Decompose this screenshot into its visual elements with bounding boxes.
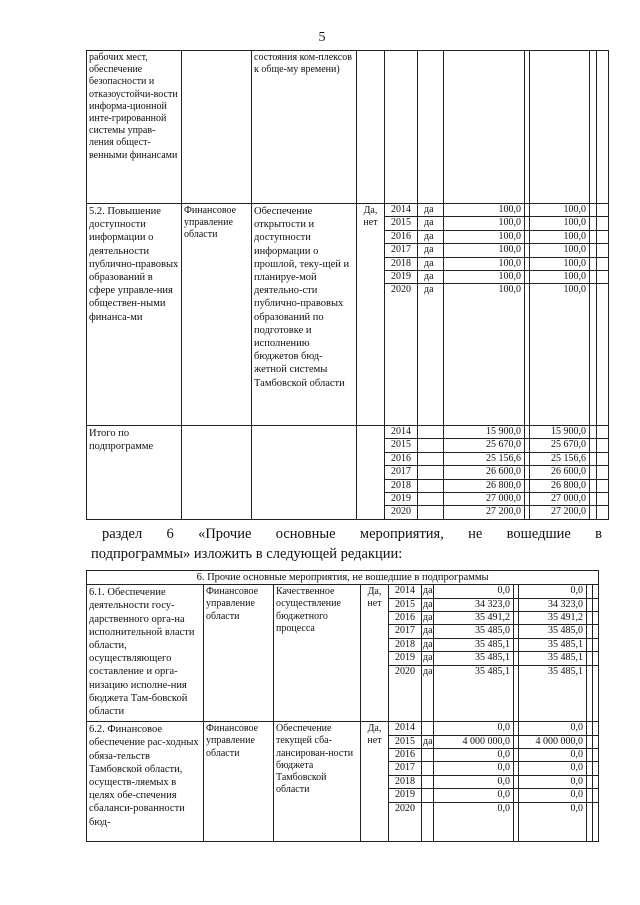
flag-column: да да да да да да да: [418, 204, 444, 426]
value-column: 0,0 4 000 000,0 0,0 0,0 0,0 0,0 0,0: [434, 722, 514, 842]
table-subprogram-5: [86, 50, 609, 520]
measure-name-cell: 5.2. Повышение доступности информации о деятельности публично-правовых образований в сфере управле-ния обществен-ными финанса-ми: [87, 204, 182, 426]
total-label-cell: Итого по подпрограмме: [87, 426, 182, 520]
flag-column: да: [422, 722, 434, 842]
executor-cell: Финансовое управление области: [204, 585, 274, 722]
total-column: 15 900,0 25 670,0 25 156,6 26 600,0 26 800,0 27 000,0 27 200,0: [530, 426, 590, 520]
total-column: 100,0 100,0 100,0 100,0 100,0 100,0 100,0: [530, 204, 590, 426]
year-column: 2014 2015 2016 2017 2018 2019 2020: [389, 722, 422, 842]
measure-name-cell: рабочих мест, обеспечение безопасности и отказоустойчи-вости информа-ционной инте-грированной системы управ-ления общест-венными финансами: [87, 51, 182, 204]
table-caption-row: [87, 571, 599, 585]
result-cell: Качественное осуществление бюджетного процесса: [274, 585, 361, 722]
indicator-cell: Да, нет: [361, 585, 389, 722]
year-column: 2014 2015 2016 2017 2018 2019 2020: [385, 204, 418, 426]
value-column: 0,0 34 323,0 35 491,2 35 485,0 35 485,1 35 485,1 35 485,1: [434, 585, 514, 722]
value-column: 15 900,0 25 670,0 25 156,6 26 600,0 26 800,0 27 000,0 27 200,0: [444, 426, 525, 520]
executor-cell: Финансовое управление области: [204, 722, 274, 842]
table-other-measures: [86, 570, 599, 842]
total-column: 0,0 4 000 000,0 0,0 0,0 0,0 0,0 0,0: [519, 722, 587, 842]
measure-name-cell: 6.1. Обеспечение деятельности госу-дарственного орга-на исполнительной власти области, осуществляющего составление и орга-низацию исполне-ния бюджета Там-бовской области: [87, 585, 204, 722]
table-row-total: [87, 426, 609, 520]
year-column: 2014 2015 2016 2017 2018 2019 2020: [385, 426, 418, 520]
result-cell: Обеспечение открытости и доступности информации о прошлой, теку-щей и планируе-мой деятельно-сти публично-правовых образований по подготовке и исполнению бюджетов бюд-жетной системы Тамбовской области: [252, 204, 357, 426]
total-column: 0,0 34 323,0 35 491,2 35 485,0 35 485,1 35 485,1 35 485,1: [519, 585, 587, 722]
page-number: 5: [318, 30, 326, 45]
executor-cell: Финансовое управление области: [182, 204, 252, 426]
table-row: [87, 204, 609, 426]
value-column: 100,0 100,0 100,0 100,0 100,0 100,0 100,0: [444, 204, 525, 426]
flag-column: да да да да да да да: [422, 585, 434, 722]
indicator-cell: Да, нет: [357, 204, 385, 426]
measure-name-cell: 6.2. Финансовое обеспечение рас-ходных обяза-тельств Тамбовской области, осуществ-ляемых в целях обе-спечения сбаланси-рованности бюд-: [87, 722, 204, 842]
instruction-paragraph-line-2: подпрограммы» изложить в следующей редакции:: [91, 546, 403, 562]
table-caption: 6. Прочие основные мероприятия, не вошедшие в подпрограммы: [87, 571, 599, 585]
indicator-cell: Да, нет: [361, 722, 389, 842]
table-row: [87, 585, 599, 722]
year-column: 2014 2015 2016 2017 2018 2019 2020: [389, 585, 422, 722]
instruction-paragraph-line-1: раздел 6 «Прочие основные мероприятия, не вошедшие в: [102, 526, 602, 542]
result-cell: Обеспечение текущей сба-лансирован-ности бюджета Тамбовской области: [274, 722, 361, 842]
table-row: [87, 51, 609, 204]
result-cell: состояния ком-плексов к обще-му времени): [252, 51, 357, 204]
table-row: [87, 722, 599, 842]
